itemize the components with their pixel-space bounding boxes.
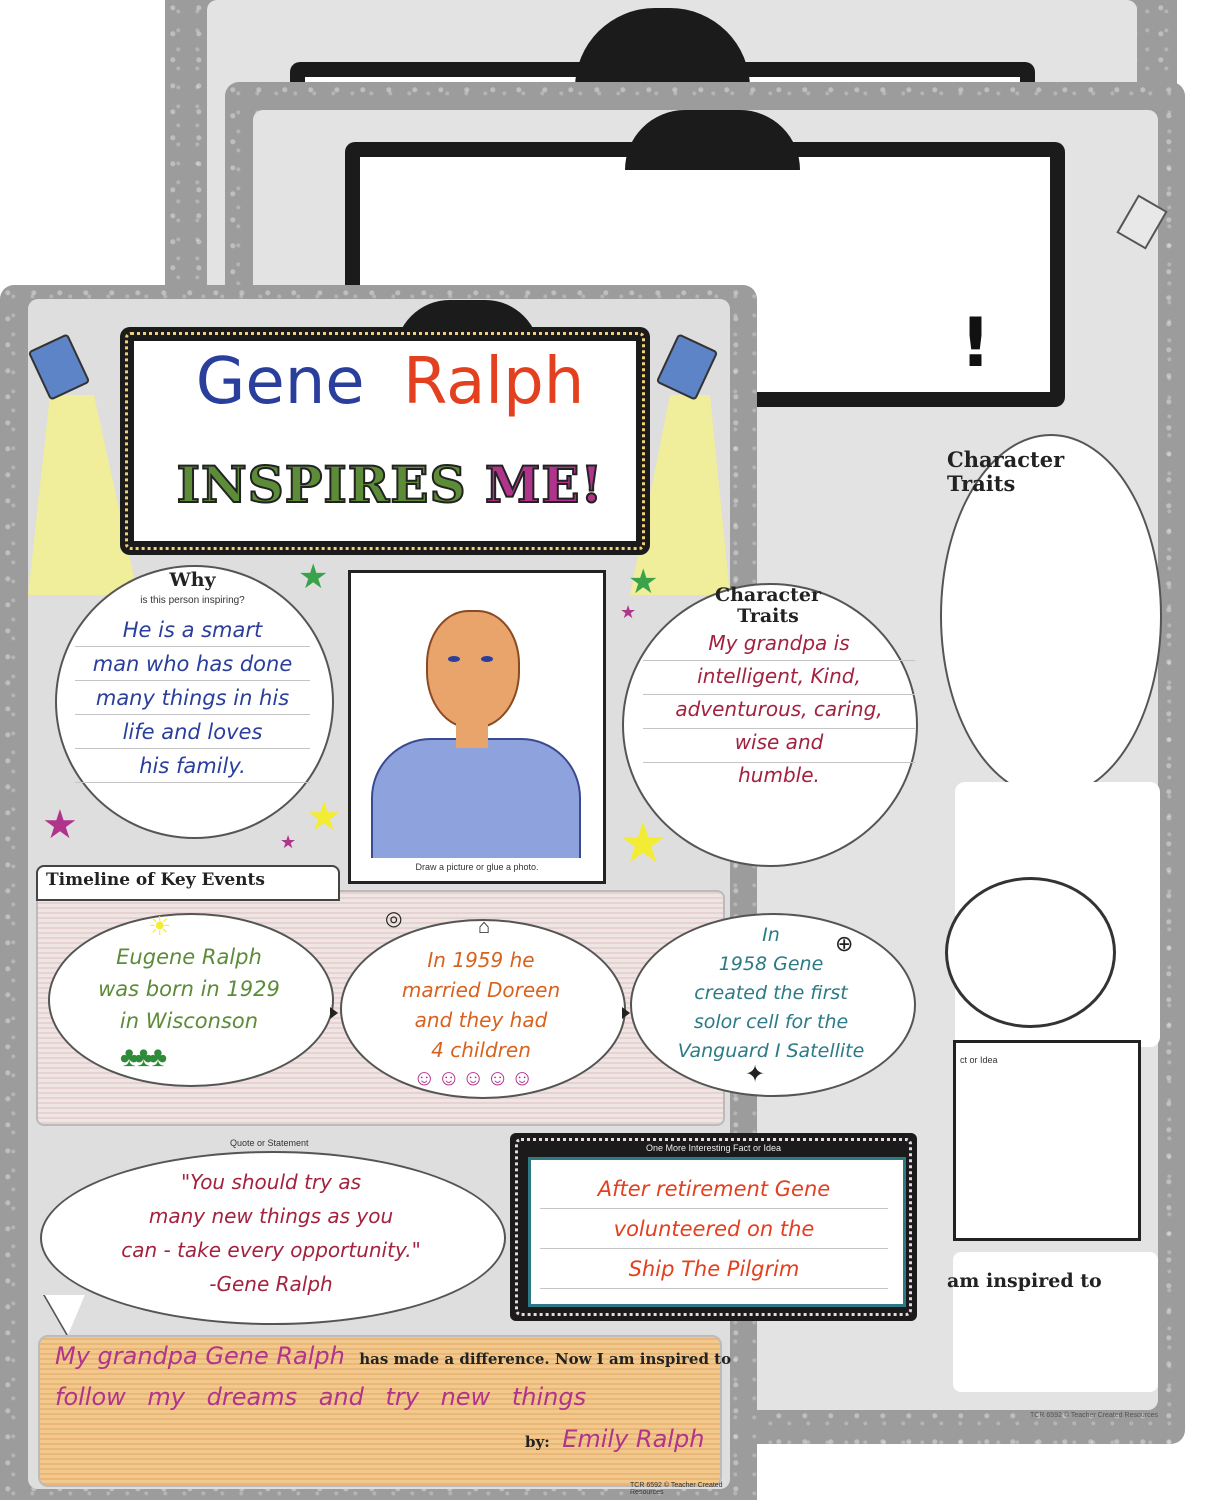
portrait-head [426,610,520,729]
traits-text: My grandpa is intelligent, Kind, adventurous, caring, wise and humble. [643,627,915,792]
star-icon: ★ [280,832,297,852]
difference-line-1 [55,1342,732,1370]
difference-printed: has made a difference. Now I am inspired to [359,1350,732,1368]
back-sheet-1-exclaim: ! [960,304,992,383]
back-sheet-1-footer: TCR 6592 © Teacher Created Resources [1030,1412,1158,1419]
difference-by-label: by: [525,1433,550,1451]
difference-name: My grandpa Gene Ralph [55,1342,345,1370]
star-icon: ★ [306,795,342,839]
difference-author: Emily Ralph [562,1425,705,1453]
star-icon: ★ [1095,730,1119,760]
traits-heading: Character Traits [714,584,821,627]
trees-icon: ♣♣♣ [120,1041,164,1072]
portrait-drawing [356,578,592,858]
timeline-event-1-text: Eugene Ralph was born in 1929 in Wisconson [98,945,280,1033]
star-icon: ★ [1120,680,1147,713]
difference-by [525,1425,704,1453]
timeline-arrow-2 [622,1007,630,1019]
house-icon: ⌂ [478,916,491,938]
family-figures-icon: ☺☺☺☺☺ [413,1065,536,1090]
title-me: ME! [484,455,604,514]
satellite-icon: ✦ [745,1061,766,1088]
portrait-eye [448,656,460,662]
title-name-line [150,345,630,419]
why-heading: Why [169,569,216,591]
difference-line-2: follow my dreams and try new things [55,1383,587,1411]
fact-text: After retirement Gene volunteered on the Ship The Pilgrim [540,1169,888,1289]
satellite-dish-icon: ⊕ [835,931,854,956]
timeline-arrow-1 [330,1007,338,1019]
star-icon: ★ [42,803,78,847]
timeline-event-3-text: In 1958 Gene created the first solor cell for the Vanguard I Satellite [677,924,865,1062]
star-icon: ★ [298,558,329,596]
quote-label: Quote or Statement [230,1138,309,1148]
portrait-neck [456,718,488,748]
star-icon: ★ [628,563,659,601]
front-sheet [0,285,883,1500]
back-sheet-1-oval [945,877,1116,1028]
star-icon: ★ [618,811,669,874]
why-subheading: is this person inspiring? [140,595,245,606]
ring-icon: ◎ [385,908,403,930]
timeline-event-2-text: In 1959 he married Doreen and they had 4 children [401,948,561,1062]
title-inspires-line [140,455,640,514]
front-footer: TCR 6592 © Teacher Created Resources [630,1482,723,1496]
back-sheet-1-traits-heading: Character Traits [947,447,1065,496]
quote-text: "You should try as many new things as you can - take every opportunity." -Gene Ralph [121,1170,421,1296]
title-inspires: INSPIRES [176,455,467,514]
sun-icon: ☀ [148,911,172,941]
star-icon: ★ [620,602,637,622]
timeline-heading: Timeline of Key Events [46,870,265,890]
portrait-eye [481,656,493,662]
title-last-name: Ralph [403,345,585,419]
title-first-name: Gene [195,345,365,419]
why-text: He is a smart man who has done many things in his life and loves his family. [75,613,310,783]
portrait-shirt [371,738,581,858]
back-sheet-1-fact-box [953,1040,1141,1241]
back-sheet-1-inspired-text: am inspired to [947,1270,1102,1292]
fact-label: One More Interesting Fact or Idea [645,1143,782,1153]
back-sheet-1-fact-label: ct or Idea [960,1055,998,1065]
photo-caption: Draw a picture or glue a photo. [415,862,539,872]
